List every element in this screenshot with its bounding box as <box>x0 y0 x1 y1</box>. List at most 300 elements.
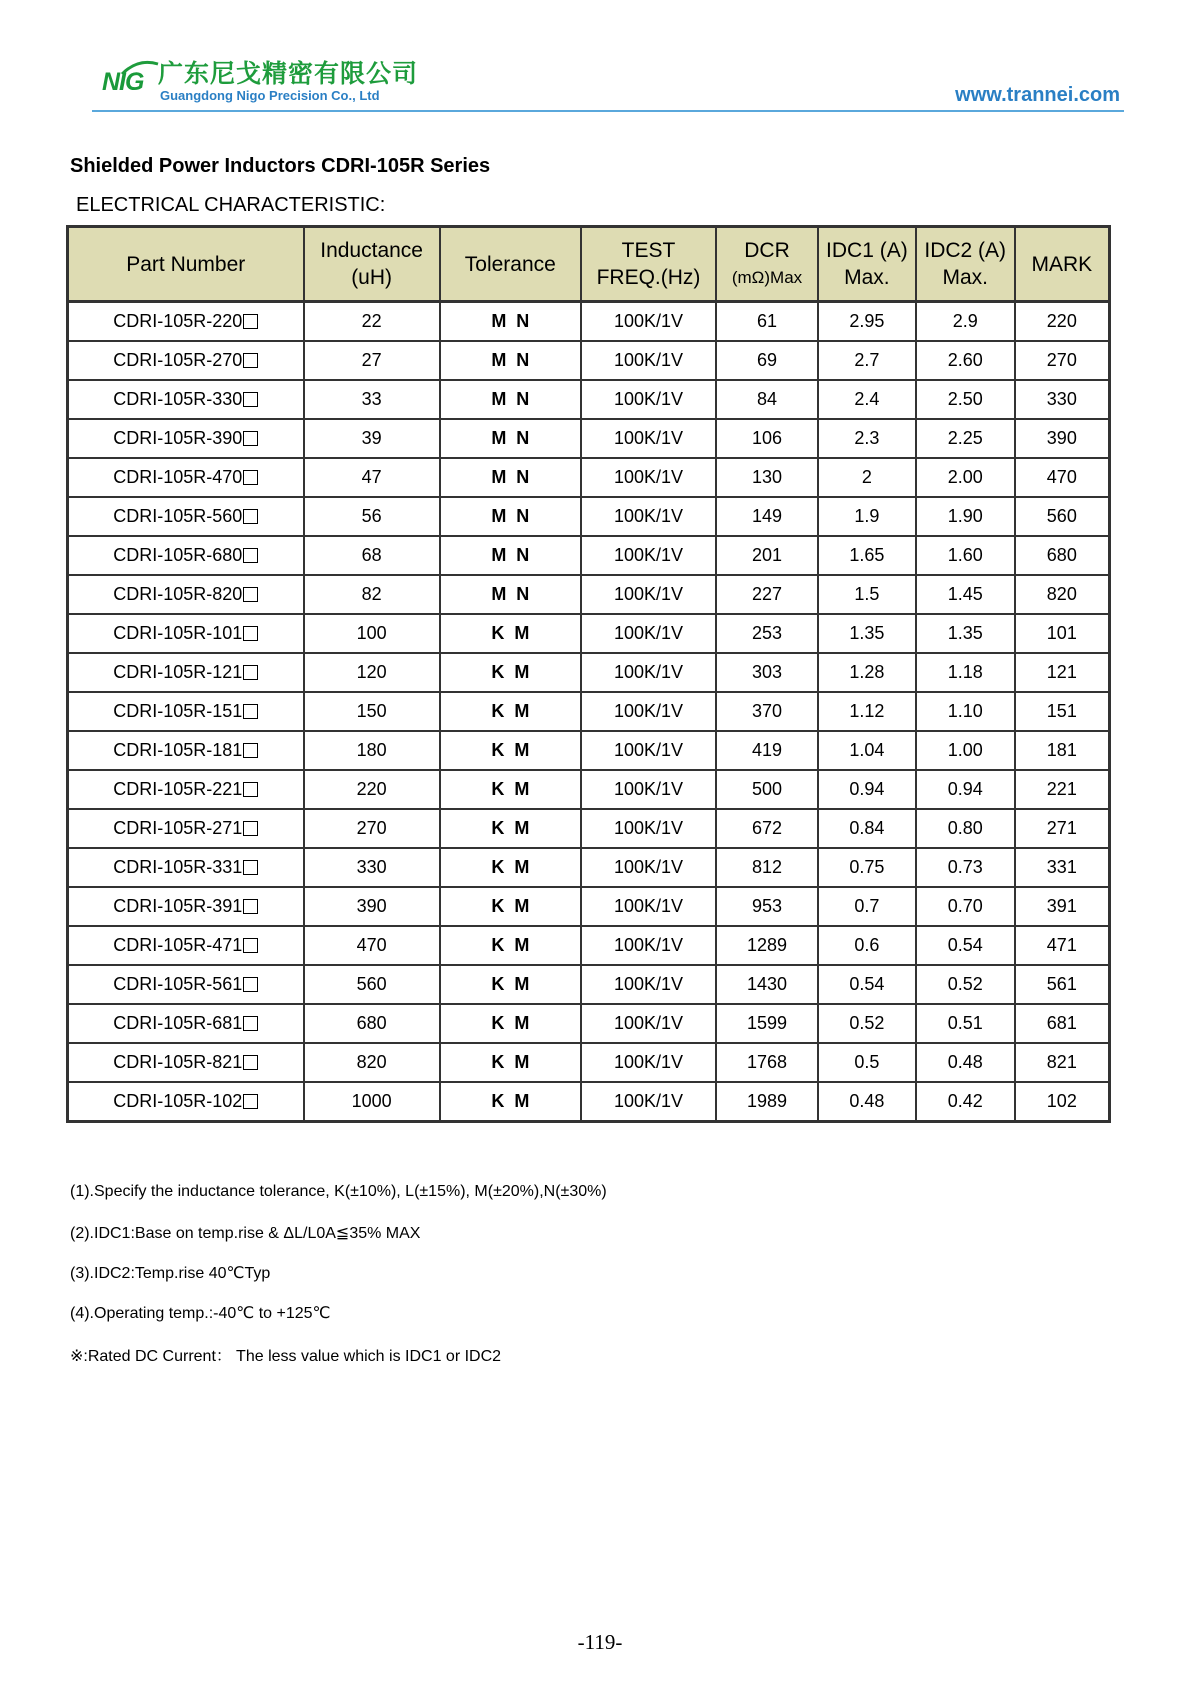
table-cell <box>818 614 916 653</box>
table-cell <box>716 380 818 419</box>
cell-value: 390 <box>1046 428 1077 448</box>
cell-value: M N <box>491 311 530 331</box>
table-cell <box>581 1082 716 1122</box>
cell-value: 100K/1V <box>613 1013 684 1033</box>
table-cell <box>304 731 440 770</box>
tolerance-code-box-icon <box>243 392 258 407</box>
column-header-line2: FREQ.(Hz) <box>596 266 701 289</box>
table-cell <box>440 692 581 731</box>
table-body <box>68 302 1110 1122</box>
part-number: CDRI-105R-680 <box>113 545 243 565</box>
cell-value: K M <box>491 818 530 838</box>
cell-value: 1989 <box>746 1091 788 1111</box>
cell-value: 100K/1V <box>613 662 684 682</box>
cell-value: 102 <box>1046 1091 1077 1111</box>
table-cell <box>1015 653 1110 692</box>
table-cell <box>1015 575 1110 614</box>
table-cell <box>916 1043 1015 1082</box>
table-row <box>68 614 1110 653</box>
table-cell <box>1015 731 1110 770</box>
table-cell <box>1015 536 1110 575</box>
part-number: CDRI-105R-121 <box>113 662 243 682</box>
table-cell <box>581 536 716 575</box>
cell-value: 2.4 <box>854 389 880 409</box>
cell-value: 101 <box>1046 623 1077 643</box>
note-line: ※:Rated DC Current： The less value which is IDC1 or IDC2 <box>70 1348 502 1365</box>
cell-value: 100 <box>356 623 387 643</box>
table-cell <box>304 614 440 653</box>
cell-value: 2.25 <box>947 428 983 448</box>
table-row <box>68 302 1110 342</box>
website-link[interactable]: www.trannei.com <box>955 84 1120 106</box>
table-cell <box>916 731 1015 770</box>
table-cell <box>440 614 581 653</box>
cell-value: 201 <box>751 545 783 565</box>
tolerance-code-box-icon <box>243 1055 258 1070</box>
table-cell <box>581 770 716 809</box>
table-row <box>68 458 1110 497</box>
cell-value: 0.6 <box>854 935 880 955</box>
column-header-line1: IDC2 (A) <box>924 239 1007 262</box>
cell-value: 1.9 <box>854 506 880 526</box>
table-cell <box>716 692 818 731</box>
table-cell <box>440 380 581 419</box>
part-number: CDRI-105R-561 <box>113 974 243 994</box>
table-cell <box>581 614 716 653</box>
cell-value: 953 <box>751 896 783 916</box>
cell-value: 84 <box>757 389 778 409</box>
table-cell <box>304 302 440 342</box>
table-cell <box>818 419 916 458</box>
table-cell <box>581 887 716 926</box>
table-cell <box>916 653 1015 692</box>
table-cell <box>716 341 818 380</box>
table-cell <box>916 926 1015 965</box>
column-header-line1: MARK <box>1031 252 1093 276</box>
cell-value: 0.94 <box>947 779 983 799</box>
cell-value: M N <box>491 467 530 487</box>
cell-value: 100K/1V <box>613 545 684 565</box>
table-cell <box>304 497 440 536</box>
table-cell <box>68 887 304 926</box>
cell-value: 0.80 <box>947 818 983 838</box>
tolerance-code-box-icon <box>243 665 258 680</box>
cell-value: 100K/1V <box>613 818 684 838</box>
table-cell <box>818 458 916 497</box>
cell-value: 1.5 <box>854 584 880 604</box>
cell-value: 100K/1V <box>613 350 684 370</box>
cell-value: 82 <box>361 584 382 604</box>
cell-value: 681 <box>1046 1013 1077 1033</box>
table-cell <box>716 458 818 497</box>
part-number: CDRI-105R-330 <box>113 389 243 409</box>
tolerance-code-box-icon <box>243 548 258 563</box>
cell-value: 33 <box>361 389 382 409</box>
part-number: CDRI-105R-821 <box>113 1052 243 1072</box>
table-cell <box>916 536 1015 575</box>
cell-value: 100K/1V <box>613 623 684 643</box>
cell-value: 271 <box>1046 818 1077 838</box>
cell-value: 330 <box>1046 389 1077 409</box>
cell-value: 820 <box>356 1052 387 1072</box>
table-cell <box>440 536 581 575</box>
table-cell <box>1015 380 1110 419</box>
cell-value: 69 <box>757 350 778 370</box>
table-cell <box>68 380 304 419</box>
cell-value: 270 <box>356 818 387 838</box>
cell-value: 0.48 <box>849 1091 885 1111</box>
cell-value: 470 <box>1046 467 1077 487</box>
table-cell <box>1015 692 1110 731</box>
table-cell <box>1015 419 1110 458</box>
cell-value: 1.35 <box>947 623 983 643</box>
table-cell <box>304 1082 440 1122</box>
company-name-cn: 广东尼戈精密有限公司 <box>158 59 419 88</box>
table-cell <box>440 965 581 1004</box>
table-cell <box>304 536 440 575</box>
logo-mark: NIG <box>102 68 144 96</box>
cell-value: 120 <box>356 662 387 682</box>
cell-value: 121 <box>1046 662 1077 682</box>
cell-value: 22 <box>361 311 382 331</box>
cell-value: K M <box>491 857 530 877</box>
table-cell <box>716 809 818 848</box>
table-cell <box>818 965 916 1004</box>
cell-value: 220 <box>356 779 387 799</box>
cell-value: K M <box>491 779 530 799</box>
cell-value: 1.35 <box>849 623 885 643</box>
table-cell <box>716 1082 818 1122</box>
table-cell <box>581 497 716 536</box>
table-cell <box>304 458 440 497</box>
table-cell <box>716 302 818 342</box>
table-cell <box>304 419 440 458</box>
column-header-line1: TEST <box>621 239 676 262</box>
column-header <box>1015 227 1110 302</box>
table-cell <box>68 497 304 536</box>
cell-value: 2 <box>861 467 872 487</box>
cell-value: 61 <box>757 311 778 331</box>
cell-value: 0.52 <box>849 1013 885 1033</box>
table-cell <box>1015 848 1110 887</box>
cell-value: M N <box>491 506 530 526</box>
table-cell <box>304 887 440 926</box>
cell-value: 2.9 <box>952 311 978 331</box>
table-cell <box>916 1004 1015 1043</box>
column-header <box>68 227 304 302</box>
cell-value: 1599 <box>746 1013 788 1033</box>
cell-value: 1.00 <box>947 740 983 760</box>
cell-value: 100K/1V <box>613 428 684 448</box>
table-cell <box>68 536 304 575</box>
table-row <box>68 965 1110 1004</box>
tolerance-code-box-icon <box>243 626 258 641</box>
cell-value: 253 <box>751 623 783 643</box>
document-title: Shielded Power Inductors CDRI-105R Series <box>70 155 491 177</box>
table-cell <box>1015 341 1110 380</box>
table-cell <box>304 848 440 887</box>
cell-value: 2.50 <box>947 389 983 409</box>
table-row <box>68 731 1110 770</box>
cell-value: M N <box>491 428 530 448</box>
table-cell <box>818 341 916 380</box>
table-row <box>68 770 1110 809</box>
table-cell <box>818 848 916 887</box>
column-header-line2: (mΩ)Max <box>731 268 803 287</box>
cell-value: 390 <box>356 896 387 916</box>
tolerance-code-box-icon <box>243 938 258 953</box>
table-cell <box>1015 965 1110 1004</box>
cell-value: K M <box>491 1013 530 1033</box>
table-cell <box>68 770 304 809</box>
cell-value: 106 <box>751 428 783 448</box>
cell-value: 680 <box>1046 545 1077 565</box>
cell-value: K M <box>491 701 530 721</box>
table-cell <box>916 887 1015 926</box>
cell-value: 0.73 <box>947 857 983 877</box>
cell-value: 1430 <box>746 974 788 994</box>
cell-value: M N <box>491 584 530 604</box>
table-cell <box>716 1043 818 1082</box>
table-cell <box>304 692 440 731</box>
cell-value: 419 <box>751 740 783 760</box>
cell-value: 1.04 <box>849 740 885 760</box>
table-cell <box>1015 497 1110 536</box>
cell-value: 100K/1V <box>613 701 684 721</box>
part-number: CDRI-105R-820 <box>113 584 243 604</box>
page-header <box>0 0 1200 125</box>
cell-value: 391 <box>1046 896 1077 916</box>
table-cell <box>68 575 304 614</box>
company-name-en: Guangdong Nigo Precision Co., Ltd <box>160 88 380 103</box>
table-cell <box>916 692 1015 731</box>
table-cell <box>1015 809 1110 848</box>
cell-value: 500 <box>751 779 783 799</box>
table-cell <box>818 1004 916 1043</box>
cell-value: 672 <box>751 818 783 838</box>
column-header-line2: (uH) <box>351 266 393 289</box>
cell-value: 471 <box>1046 935 1077 955</box>
table-row <box>68 575 1110 614</box>
column-header-line1: Tolerance <box>464 252 556 276</box>
table-cell <box>68 692 304 731</box>
cell-value: 1.60 <box>947 545 983 565</box>
part-number: CDRI-105R-471 <box>113 935 243 955</box>
table-cell <box>716 731 818 770</box>
table-row <box>68 848 1110 887</box>
table-cell <box>818 770 916 809</box>
table-cell <box>818 302 916 342</box>
table-cell <box>304 1004 440 1043</box>
cell-value: 47 <box>361 467 382 487</box>
table-cell <box>304 965 440 1004</box>
table-row <box>68 1004 1110 1043</box>
table-cell <box>818 575 916 614</box>
header-divider <box>92 110 1124 112</box>
table-cell <box>304 809 440 848</box>
table-cell <box>916 458 1015 497</box>
cell-value: 0.75 <box>849 857 885 877</box>
section-subtitle: ELECTRICAL CHARACTERISTIC: <box>76 194 386 216</box>
table-cell <box>716 497 818 536</box>
cell-value: 27 <box>361 350 382 370</box>
column-header <box>440 227 581 302</box>
table-cell <box>440 1043 581 1082</box>
table-cell <box>440 770 581 809</box>
part-number: CDRI-105R-270 <box>113 350 243 370</box>
table-cell <box>440 341 581 380</box>
cell-value: K M <box>491 1052 530 1072</box>
table-cell <box>440 458 581 497</box>
cell-value: 303 <box>751 662 783 682</box>
table-cell <box>1015 1004 1110 1043</box>
cell-value: 1000 <box>351 1091 392 1111</box>
table-cell <box>818 497 916 536</box>
tolerance-code-box-icon <box>243 860 258 875</box>
cell-value: 2.3 <box>854 428 880 448</box>
column-header-line2: Max. <box>844 266 890 289</box>
table-cell <box>440 848 581 887</box>
tolerance-code-box-icon <box>243 1016 258 1031</box>
cell-value: 100K/1V <box>613 1091 684 1111</box>
note-line: (3).IDC2:Temp.rise 40℃Typ <box>70 1265 271 1282</box>
cell-value: 181 <box>1046 740 1077 760</box>
table-cell <box>818 809 916 848</box>
column-header <box>581 227 716 302</box>
table-cell <box>68 302 304 342</box>
part-number: CDRI-105R-271 <box>113 818 243 838</box>
table-cell <box>916 380 1015 419</box>
tolerance-code-box-icon <box>243 977 258 992</box>
tolerance-code-box-icon <box>243 353 258 368</box>
cell-value: 151 <box>1046 701 1077 721</box>
cell-value: 180 <box>356 740 387 760</box>
cell-value: 100K/1V <box>613 584 684 604</box>
tolerance-code-box-icon <box>243 431 258 446</box>
table-cell <box>916 497 1015 536</box>
cell-value: 1.28 <box>849 662 885 682</box>
table-cell <box>581 458 716 497</box>
table-cell <box>916 809 1015 848</box>
table-cell <box>916 302 1015 342</box>
table-cell <box>68 614 304 653</box>
table-cell <box>716 653 818 692</box>
cell-value: 220 <box>1046 311 1077 331</box>
table-cell <box>581 575 716 614</box>
table-cell <box>304 653 440 692</box>
table-cell <box>916 614 1015 653</box>
part-number: CDRI-105R-470 <box>113 467 243 487</box>
company-logo <box>102 54 432 109</box>
table-cell <box>716 1004 818 1043</box>
table-cell <box>581 692 716 731</box>
table-cell <box>581 926 716 965</box>
table-cell <box>916 575 1015 614</box>
table-cell <box>581 731 716 770</box>
table-cell <box>68 926 304 965</box>
cell-value: 100K/1V <box>613 467 684 487</box>
cell-value: 0.70 <box>947 896 983 916</box>
cell-value: 100K/1V <box>613 389 684 409</box>
table-cell <box>440 575 581 614</box>
table-cell <box>304 341 440 380</box>
column-header <box>818 227 916 302</box>
tolerance-code-box-icon <box>243 743 258 758</box>
tolerance-code-box-icon <box>243 587 258 602</box>
cell-value: 56 <box>361 506 382 526</box>
cell-value: M N <box>491 350 530 370</box>
table-cell <box>1015 770 1110 809</box>
cell-value: 2.60 <box>947 350 983 370</box>
table-cell <box>581 419 716 458</box>
table-header-row <box>68 227 1110 302</box>
table-cell <box>304 380 440 419</box>
table-cell <box>818 1043 916 1082</box>
table-cell <box>68 1082 304 1122</box>
cell-value: 270 <box>1046 350 1077 370</box>
table-cell <box>716 965 818 1004</box>
table-cell <box>440 497 581 536</box>
table-cell <box>818 692 916 731</box>
cell-value: 820 <box>1046 584 1077 604</box>
table-row <box>68 341 1110 380</box>
table-cell <box>818 536 916 575</box>
cell-value: 1.90 <box>947 506 983 526</box>
table-row <box>68 809 1110 848</box>
table-row <box>68 1082 1110 1122</box>
cell-value: 2.95 <box>849 311 885 331</box>
cell-value: 100K/1V <box>613 1052 684 1072</box>
table-cell <box>68 809 304 848</box>
table-cell <box>440 302 581 342</box>
table-cell <box>916 770 1015 809</box>
column-header <box>916 227 1015 302</box>
cell-value: 370 <box>751 701 783 721</box>
tolerance-code-box-icon <box>243 1094 258 1109</box>
cell-value: 150 <box>356 701 387 721</box>
cell-value: 1.12 <box>849 701 885 721</box>
table-cell <box>68 848 304 887</box>
table-cell <box>716 575 818 614</box>
table-cell <box>916 848 1015 887</box>
cell-value: 68 <box>361 545 382 565</box>
table-cell <box>716 614 818 653</box>
part-number: CDRI-105R-681 <box>113 1013 243 1033</box>
table-cell <box>716 419 818 458</box>
part-number: CDRI-105R-101 <box>113 623 243 643</box>
table-cell <box>716 887 818 926</box>
cell-value: 1.18 <box>947 662 983 682</box>
cell-value: 100K/1V <box>613 740 684 760</box>
table-cell <box>68 341 304 380</box>
part-number: CDRI-105R-181 <box>113 740 243 760</box>
cell-value: 227 <box>751 584 783 604</box>
table-cell <box>581 809 716 848</box>
cell-value: 100K/1V <box>613 779 684 799</box>
table-cell <box>581 380 716 419</box>
column-header-line1: Part Number <box>126 252 246 276</box>
cell-value: K M <box>491 974 530 994</box>
table-cell <box>818 887 916 926</box>
part-number: CDRI-105R-221 <box>113 779 243 799</box>
cell-value: 0.5 <box>854 1052 880 1072</box>
table-row <box>68 926 1110 965</box>
table-cell <box>581 302 716 342</box>
table-cell <box>1015 1043 1110 1082</box>
column-header-line1: Inductance <box>320 239 423 262</box>
table-cell <box>916 1082 1015 1122</box>
electrical-characteristics-table <box>66 225 1111 1123</box>
